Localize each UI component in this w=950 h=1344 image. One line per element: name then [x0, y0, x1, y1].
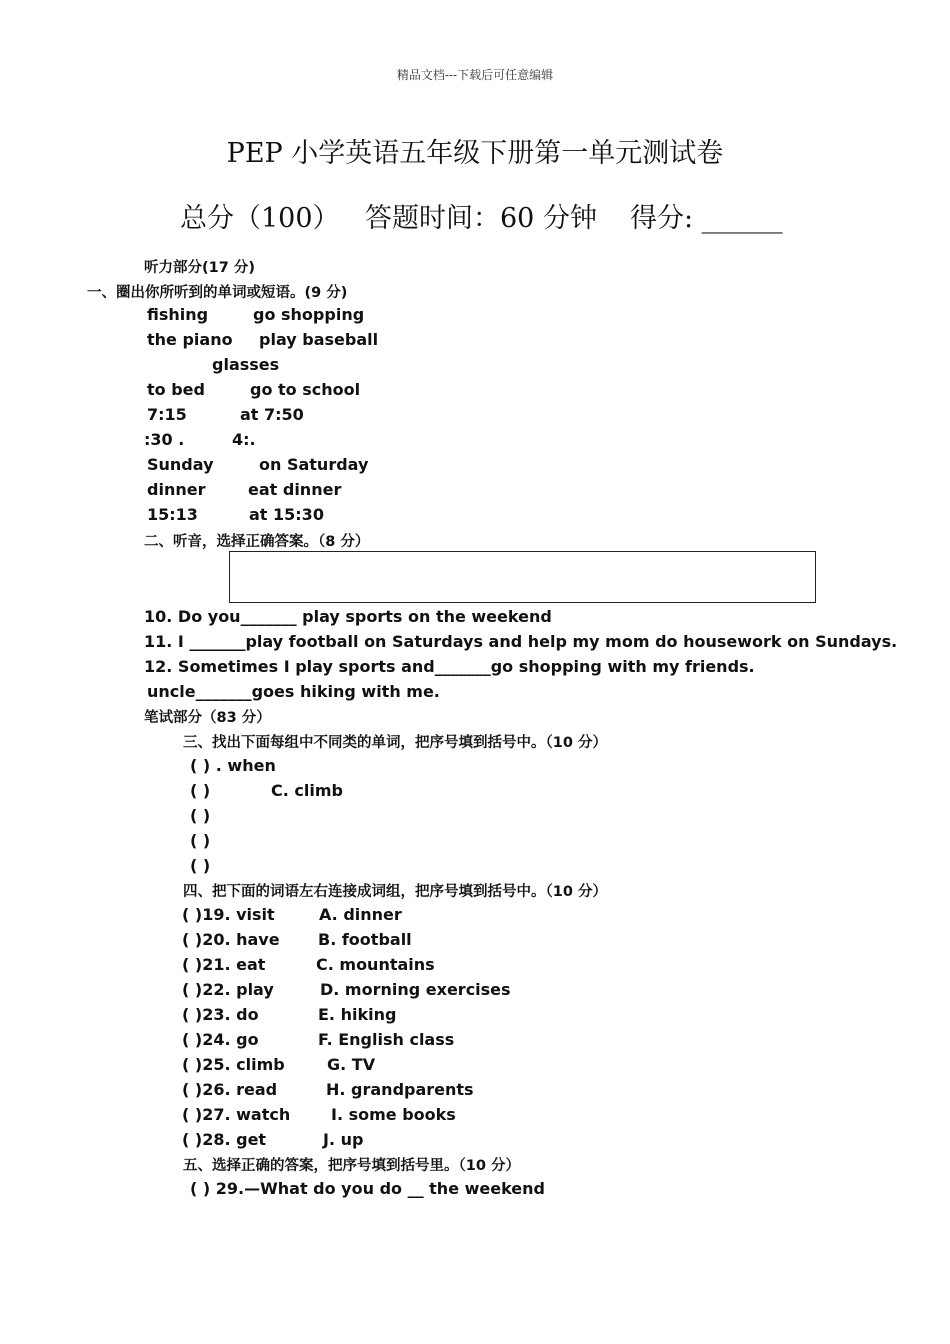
s4-row10-right: J. up — [323, 1130, 364, 1149]
q29-line: ( ) 29.—What do you do __ the weekend — [190, 1179, 545, 1198]
s1-row9-right: at 15:30 — [249, 505, 324, 524]
s1-row1-left: fishing — [147, 305, 209, 324]
q12-line: 12. Sometimes I play sports and_______go shopping with my friends. — [144, 657, 755, 676]
s4-row5-left: ( )23. do — [182, 1005, 259, 1024]
s3-row1-left: ( ) . when — [190, 756, 276, 775]
s1-row5-right: at 7:50 — [240, 405, 304, 424]
s4-row4-left: ( )22. play — [182, 980, 274, 999]
s1-row1-right: go shopping — [253, 305, 365, 324]
s3-row2-right: C. climb — [271, 781, 343, 800]
s1-row6-left: :30 . — [144, 430, 185, 449]
s1-row2-left: the piano — [147, 330, 233, 349]
s3-row2-left: ( ) — [190, 781, 211, 800]
s1-row8-left: dinner — [147, 480, 206, 499]
s4-row8-right: H. grandparents — [326, 1080, 474, 1099]
s4-row4-right: D. morning exercises — [320, 980, 511, 999]
s4-row6-right: F. English class — [318, 1030, 455, 1049]
s4-row9-left: ( )27. watch — [182, 1105, 291, 1124]
s4-row3-right: C. mountains — [316, 955, 435, 974]
s1-row4-left: to bed — [147, 380, 205, 399]
s4-row2-right: B. football — [318, 930, 412, 949]
section1-heading: 一、圈出你所听到的单词或短语。(9 分) — [87, 285, 348, 301]
s3-row5-left: ( ) — [190, 856, 211, 875]
s4-row8-left: ( )26. read — [182, 1080, 278, 1099]
written-heading: 笔试部分（83 分） — [144, 710, 271, 726]
q13-line: uncle_______goes hiking with me. — [147, 682, 440, 701]
s4-row9-right: I. some books — [331, 1105, 456, 1124]
page-title: PEP 小学英语五年级下册第一单元测试卷 — [226, 138, 724, 169]
s1-row7-left: Sunday — [147, 455, 214, 474]
answer-box — [229, 551, 816, 603]
section2-heading: 二、听音，选择正确答案。（8 分） — [144, 534, 370, 550]
s4-row10-left: ( )28. get — [182, 1130, 267, 1149]
s4-row6-left: ( )24. go — [182, 1030, 259, 1049]
s4-row1-left: ( )19. visit — [182, 905, 275, 924]
s4-row3-left: ( )21. eat — [182, 955, 266, 974]
section5-heading: 五、选择正确的答案，把序号填到括号里。（10 分） — [183, 1158, 520, 1174]
s1-row3-left: glasses — [212, 355, 280, 374]
answer-time: 答题时间：60 分钟 — [365, 203, 597, 234]
s1-row7-right: on Saturday — [259, 455, 369, 474]
q11-line: 11. I _______play football on Saturdays and help my mom do housework on Sundays. — [144, 632, 898, 651]
listening-heading: 听力部分(17 分) — [144, 260, 255, 276]
s4-row7-left: ( )25. climb — [182, 1055, 285, 1074]
s4-row2-left: ( )20. have — [182, 930, 280, 949]
s3-row4-left: ( ) — [190, 831, 211, 850]
total-score: 总分（100） — [180, 203, 340, 234]
s1-row2-right: play baseball — [259, 330, 379, 349]
s4-row7-right: G. TV — [327, 1055, 376, 1074]
s1-row9-left: 15:13 — [147, 505, 198, 524]
section4-heading: 四、把下面的词语左右连接成词组，把序号填到括号中。（10 分） — [183, 884, 607, 900]
s4-row1-right: A. dinner — [319, 905, 402, 924]
s1-row6-right: 4:. — [232, 430, 256, 449]
s1-row4-right: go to school — [250, 380, 361, 399]
s4-row5-right: E. hiking — [318, 1005, 397, 1024]
s3-row3-left: ( ) — [190, 806, 211, 825]
q10-line: 10. Do you_______ play sports on the weekend — [144, 607, 552, 626]
s1-row8-right: eat dinner — [248, 480, 342, 499]
score-got: 得分: ______ — [630, 203, 783, 234]
s1-row5-left: 7:15 — [147, 405, 187, 424]
section3-heading: 三、找出下面每组中不同类的单词，把序号填到括号中。（10 分） — [183, 735, 607, 751]
page-header: 精品文档---下载后可任意编辑 — [396, 68, 554, 82]
